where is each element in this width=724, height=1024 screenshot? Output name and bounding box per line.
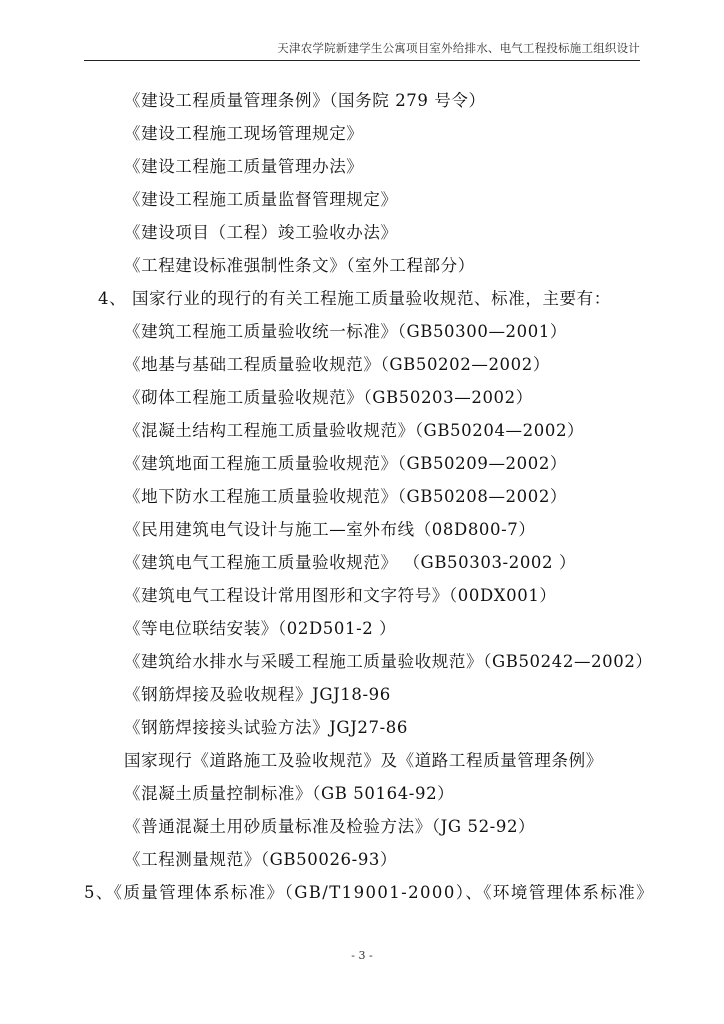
body-line: 国家现行《道路施工及验收规范》及《道路工程质量管理条例》 xyxy=(124,751,603,770)
body-line: 《建设工程施工质量监督管理规定》 xyxy=(124,190,398,209)
body-line: 《建筑给水排水与采暖工程施工质量验收规范》（GB50242—2002） xyxy=(124,652,653,671)
page-header-title: 天津农学院新建学生公寓项目室外给排水、电气工程投标施工组织设计 xyxy=(277,41,640,55)
body-line: 《地基与基础工程质量验收规范》（GB50202—2002） xyxy=(124,355,550,374)
body-line: 《民用建筑电气设计与施工—室外布线（08D800-7） xyxy=(124,520,536,539)
body-line: 《钢筋焊接接头试验方法》JGJ27-86 xyxy=(124,718,408,737)
header-rule xyxy=(84,60,640,61)
section-heading: 4、 国家行业的现行的有关工程施工质量验收规范、标准，主要有： xyxy=(98,289,611,308)
body-line: 《工程测量规范》（GB50026-93） xyxy=(124,850,398,869)
section-heading: 5、《质量管理体系标准》（GB/T19001-2000）、《环境管理体系标准》 xyxy=(84,883,655,902)
body-line: 《建筑地面工程施工质量验收规范》（GB50209—2002） xyxy=(124,454,568,473)
body-line: 《等电位联结安装》（02D501-2 ） xyxy=(124,619,397,638)
body-line: 《钢筋焊接及验收规程》JGJ18-96 xyxy=(124,685,391,704)
body-line: 《混凝土质量控制标准》（GB 50164-92） xyxy=(124,784,455,803)
body-line: 《建筑电气工程施工质量验收规范》 （GB50303-2002 ） xyxy=(124,553,577,572)
body-line: 《建设项目（工程）竣工验收办法》 xyxy=(124,223,398,242)
body-line: 《建设工程施工现场管理规定》 xyxy=(124,124,364,143)
body-line: 《建设工程质量管理条例》（国务院 279 号令） xyxy=(124,91,486,110)
body-line: 《混凝土结构工程施工质量验收规范》（GB50204—2002） xyxy=(124,421,585,440)
body-line: 《砌体工程施工质量验收规范》（GB50203—2002） xyxy=(124,388,533,407)
page-number: - 3 - xyxy=(351,949,373,962)
body-line: 《普通混凝土用砂质量标准及检验方法》（JG 52-92） xyxy=(124,817,536,836)
body-line: 《工程建设标准强制性条文》（室外工程部分） xyxy=(124,256,475,275)
body-line: 《建设工程施工质量管理办法》 xyxy=(124,157,364,176)
body-line: 《地下防水工程施工质量验收规范》（GB50208—2002） xyxy=(124,487,568,506)
body-line: 《建筑电气工程设计常用图形和文字符号》（00DX001） xyxy=(124,586,557,605)
body-line: 《建筑工程施工质量验收统一标准》（GB50300—2001） xyxy=(124,322,568,341)
